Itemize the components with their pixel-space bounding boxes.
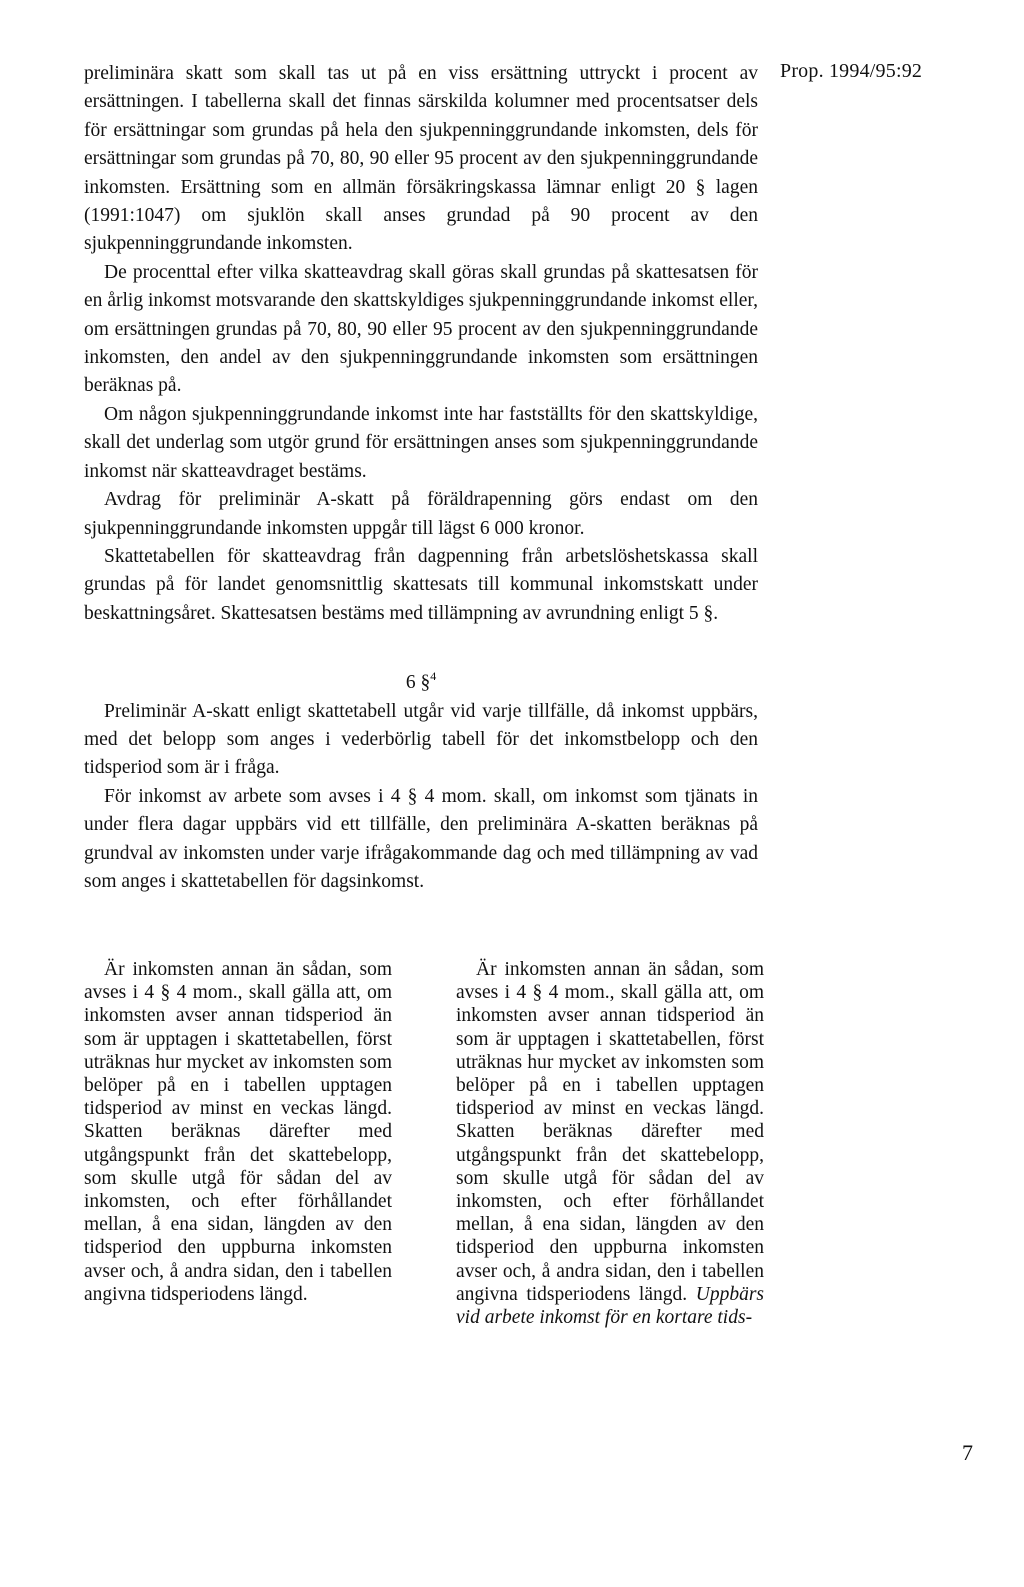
paragraph: preliminära skatt som skall tas ut på en viss ersättning uttryckt i procent av ersättningen. I tabellerna skall det finnas särskilda kolumner med procentsatser dels för ersättningar som grundas på hela den sjukpenninggrundande inkomsten, dels för ersättningar som grundas på 70, 80, 90 eller 95 procent av den sjukpenninggrundande inkomsten. Ersättning som en allmän försäkringskassa lämnar enligt 20 § lagen (1991:1047) om sjuklön skall anses grundad på 90 procent av den sjukpenninggrundande inkomsten.	[84, 63, 758, 255]
paragraph: Avdrag för preliminär A-skatt på föräldrapenning görs endast om den sjukpenninggrundande inkomsten uppgår till lägst 6 000 kronor.	[84, 489, 758, 539]
proposed-wording-addition: Uppbärs vid arbete inkomst för en kortare tids-	[456, 1283, 764, 1329]
proposition-reference: Prop. 1994/95:92	[780, 60, 923, 82]
section-paragraph: För inkomst av arbete som avses i 4 § 4 mom. skall, om inkomst som tjänats in under flera dagar uppbärs vid ett tillfälle, den preliminära A-skatten beräknas på grundval av inkomsten under varje ifrågakommande dag och med tillämpning av vad som anges i skattetabellen för dagsinkomst.	[84, 785, 758, 892]
paragraph: De procenttal efter vilka skatteavdrag skall göras skall grundas på skattesatsen för en årlig inkomst motsvarande den skattskyldiges sjukpenninggrundande inkomst eller, om ersättningen grundas på 70, 80, 90 eller 95 procent av den sjukpenninggrundande inkomsten, den andel av den sjukpenninggrundande inkomsten som ersättningen beräknas på.	[84, 261, 758, 397]
section-footnote-marker: 4	[430, 669, 437, 684]
section-paragraph: Preliminär A-skatt enligt skattetabell utgår vid varje tillfälle, då inkomst uppbärs, med det belopp som anges i vederbörlig tabell för det inkomstbelopp och den tidsperiod som är i fråga.	[84, 700, 758, 779]
proposed-wording-column	[456, 958, 764, 1329]
proposed-wording-text	[456, 958, 764, 1329]
main-text	[84, 60, 758, 896]
current-wording-text: Är inkomsten annan än sådan, som avses i 4 § 4 mom., skall gälla att, om inkomsten avser annan tidsperiod än som är upptagen i skattetabellen, först uträknas hur mycket av inkomsten som belöper på en i tabellen upptagen tidsperiod av minst en veckas längd. Skatten beräknas därefter med utgångspunkt från det skattebelopp, som skulle utgå för sådan del av inkomsten, och efter förhållandet mellan, å ena sidan, längden av den tidsperiod den uppburna inkomsten avser och, å andra sidan, den i tabellen angivna tidsperiodens längd.	[84, 959, 392, 1305]
comparison-columns	[84, 958, 764, 1329]
paragraph: Skattetabellen för skatteavdrag från dagpenning från arbetslöshetskassa skall grundas på för landet genomsnittlig skattesats till kommunal inkomstskatt under beskattningsåret. Skattesatsen bestäms med tillämpning av avrundning enligt 5 §.	[84, 545, 758, 624]
page-number: 7	[962, 1440, 973, 1465]
proposed-wording-plain: Är inkomsten annan än sådan, som avses i 4 § 4 mom., skall gälla att, om inkomsten avser annan tidsperiod än som är upptagen i skattetabellen, först uträknas hur mycket av inkomsten som belöper på en i tabellen upptagen tidsperiod av minst en veckas längd. Skatten beräknas därefter med utgångspunkt från det skattebelopp, som skulle utgå för sådan del av inkomsten, och efter förhållandet mellan, å ena sidan, längden av den tidsperiod den uppburna inkomsten avser och, å andra sidan, den i tabellen angivna tidsperiodens längd.	[456, 959, 764, 1305]
section-heading	[84, 662, 758, 697]
current-wording-column	[84, 958, 392, 1329]
paragraph: Om någon sjukpenninggrundande inkomst inte har fastställts för den skattskyldige, skall det underlag som utgör grund för ersättningen anses som sjukpenninggrundande inkomst när skatteavdraget bestäms.	[84, 403, 758, 482]
section-heading-text: 6 §	[405, 672, 431, 694]
